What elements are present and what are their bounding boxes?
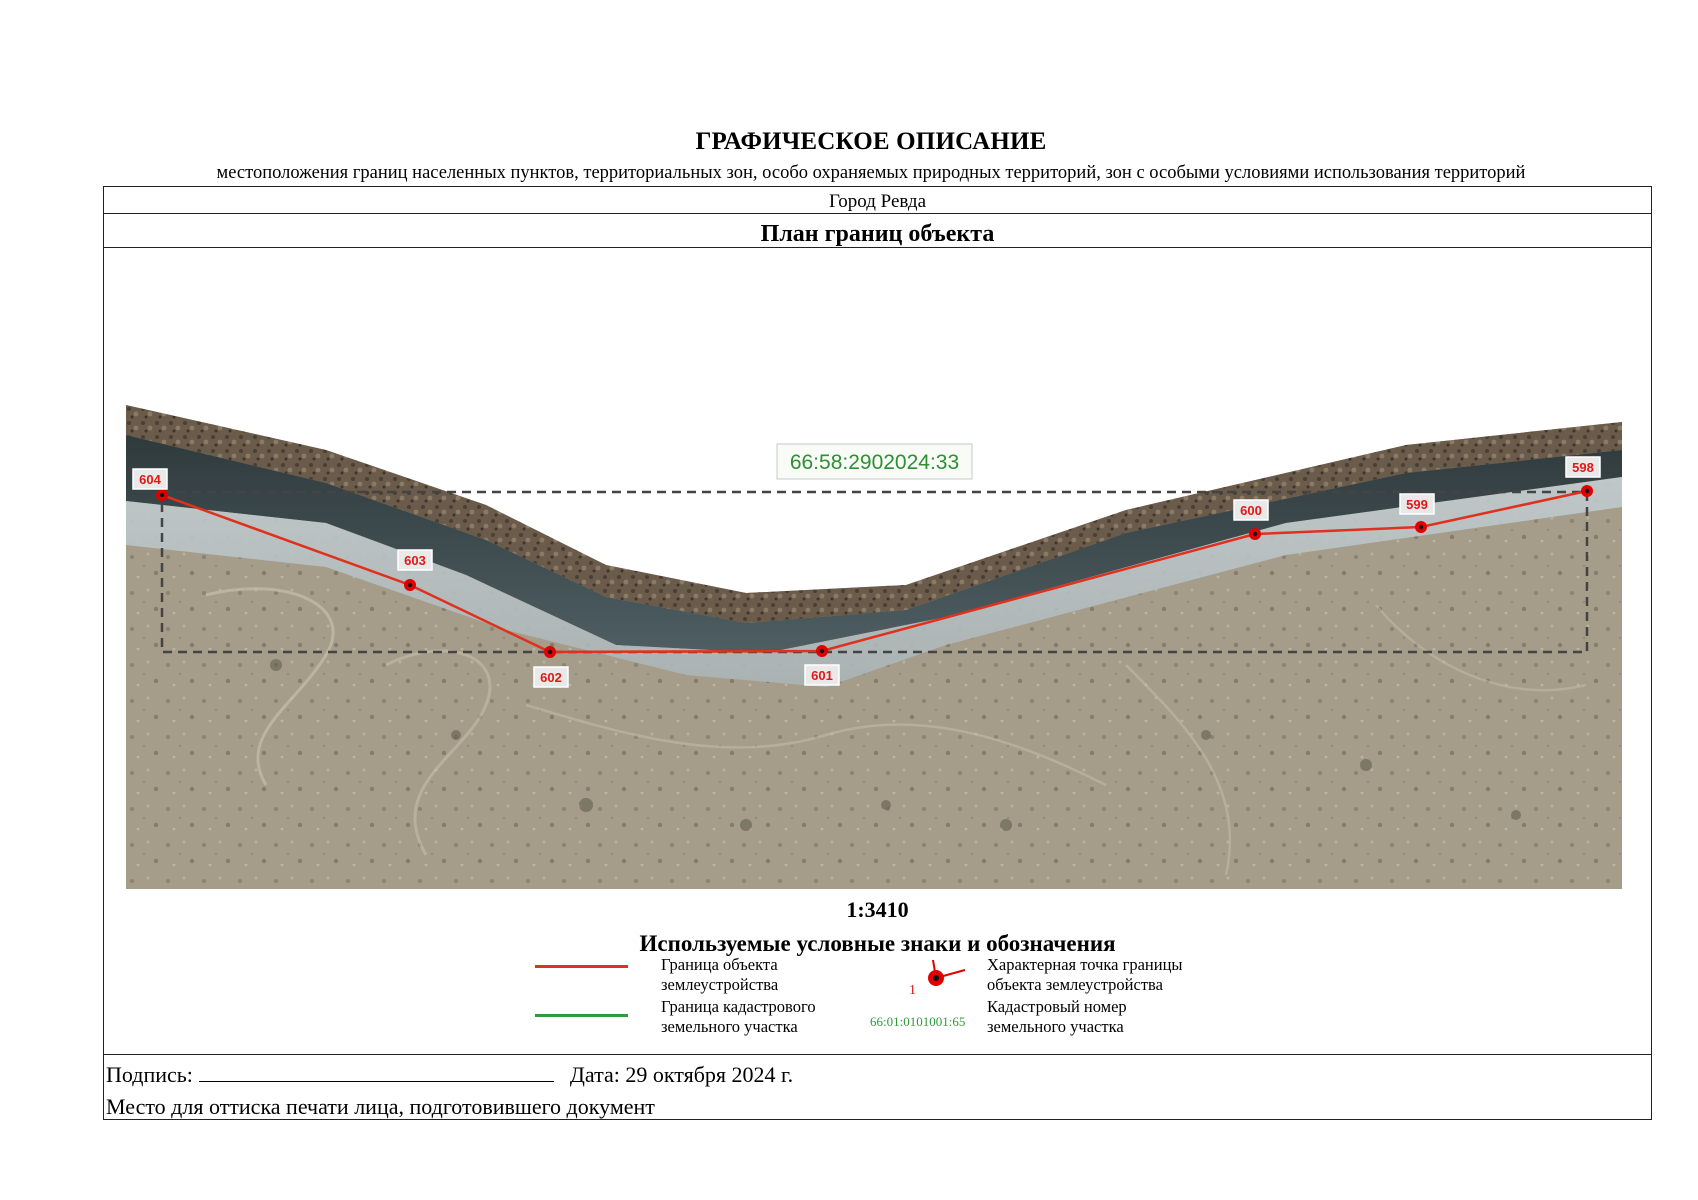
- map-scale: 1:3410: [846, 897, 909, 922]
- svg-text:66:58:2902024:33: 66:58:2902024:33: [789, 451, 960, 474]
- point-label-598: 598: [1572, 460, 1594, 475]
- plan-title: План границ объекта: [760, 221, 995, 247]
- legend-point-number-sample: 1: [909, 983, 916, 998]
- legend-title: Используемые условные знаки и обозначения: [639, 931, 1116, 956]
- city-name: Город Ревда: [828, 191, 927, 212]
- legend-cadastral-number-sample: 66:01:0101001:65: [870, 1014, 966, 1029]
- legend-cadastral-line-sample: [535, 1014, 628, 1017]
- point-label-604: 604: [139, 472, 161, 487]
- cadastral-number-label: [777, 444, 972, 479]
- map-orthophoto: [126, 405, 1622, 889]
- document-subtitle: местоположения границ населенных пунктов, территориальных зон, особо охраняемых природных территорий, зон с особыми условиями использования территорий: [216, 163, 1526, 183]
- signature-field[interactable]: [199, 1061, 554, 1082]
- legend-item-object-boundary: Граница объекта землеустройства: [661, 955, 779, 994]
- point-label-601: 601: [811, 668, 833, 683]
- signature-label: Подпись:: [106, 1062, 193, 1087]
- legend-boundary-line-sample: [535, 965, 628, 968]
- point-label-600: 600: [1240, 503, 1262, 518]
- point-label-599: 599: [1406, 497, 1428, 512]
- document-title: ГРАФИЧЕСКОЕ ОПИСАНИЕ: [695, 128, 1047, 155]
- point-label-603: 603: [404, 553, 426, 568]
- point-label-602: 602: [540, 670, 562, 685]
- date-text: Дата: 29 октября 2024 г.: [569, 1062, 794, 1087]
- legend-item-boundary-point: Характерная точка границы объекта землеустройства: [987, 955, 1183, 994]
- signature-row: [106, 1061, 793, 1088]
- divider-city: [103, 213, 1652, 214]
- stamp-text: Место для оттиска печати лица, подготовившего документ: [106, 1094, 655, 1119]
- divider-footer: [103, 1054, 1652, 1055]
- legend-item-cadastral-boundary: Граница кадастрового земельного участка: [661, 997, 816, 1036]
- legend-item-cadastral-number: Кадастровый номер земельного участка: [987, 997, 1127, 1036]
